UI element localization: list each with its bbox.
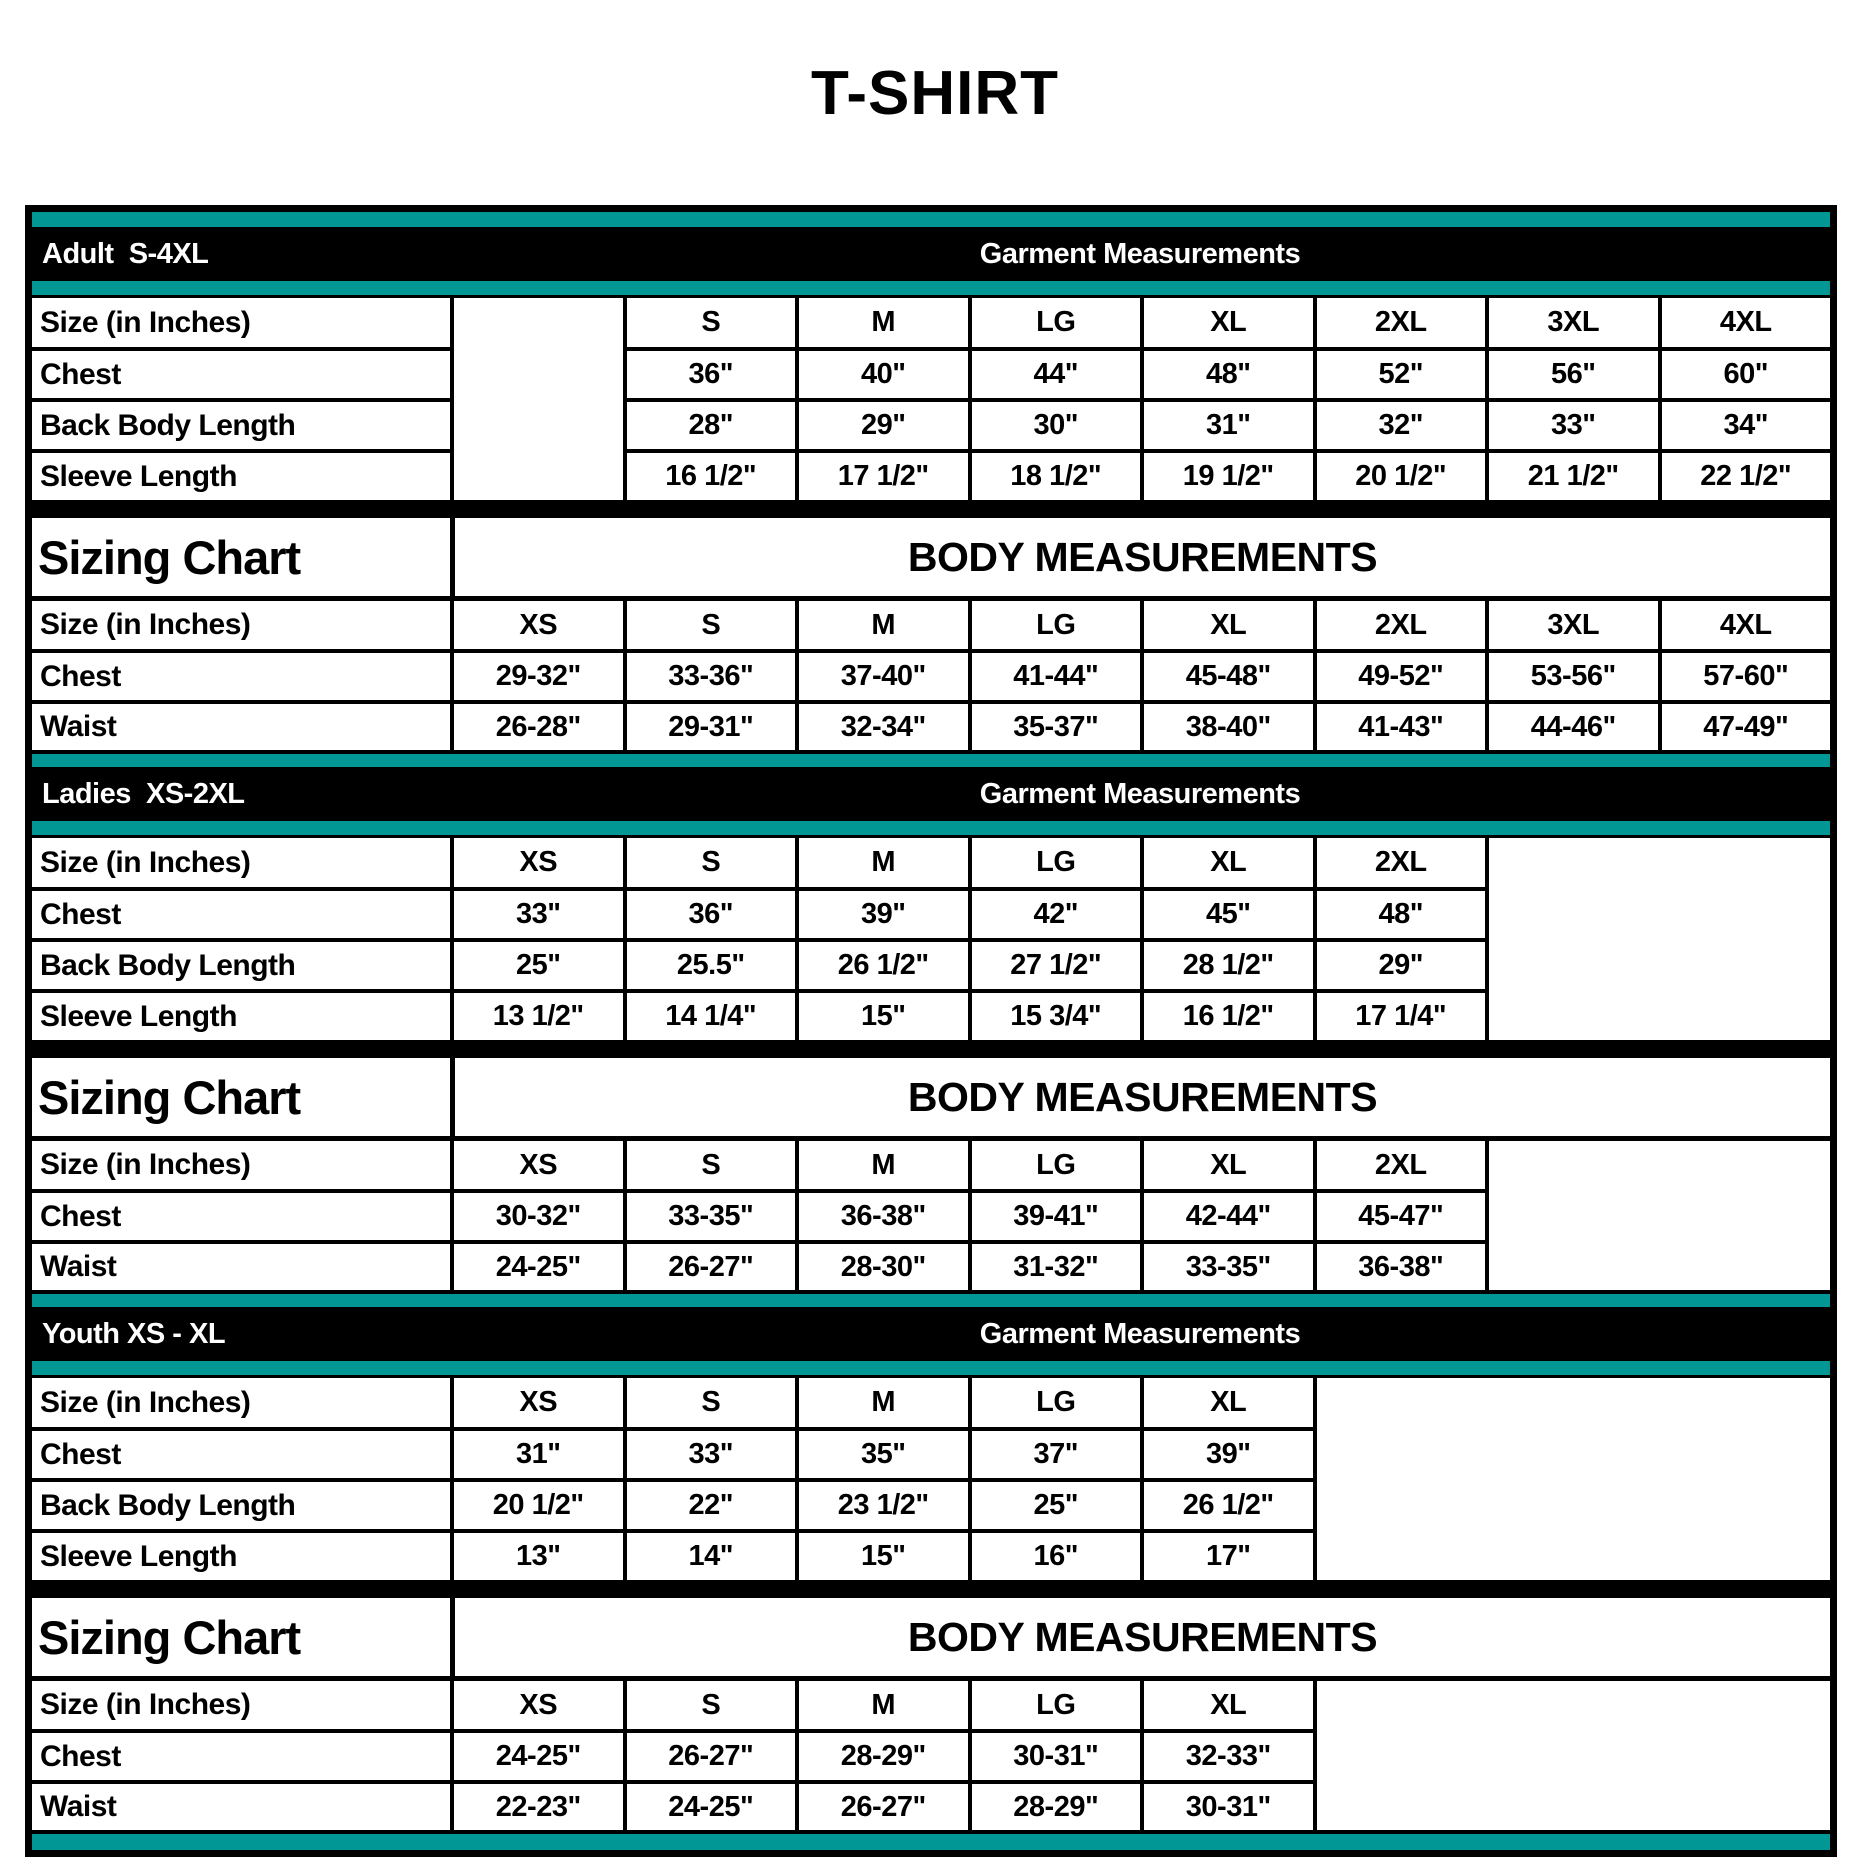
- body-measurements-title: BODY MEASUREMENTS: [455, 1058, 1830, 1136]
- section-header-adult: [32, 227, 1830, 281]
- row-label: Back Body Length: [32, 942, 450, 989]
- teal-accent-bar: [32, 1834, 1830, 1850]
- value-cell: 29-31": [627, 704, 796, 750]
- value-cell: 33-36": [627, 653, 796, 700]
- size-row-label: Size (in Inches): [32, 1681, 450, 1729]
- section-divider: [32, 1040, 1830, 1058]
- value-cell: 20 1/2": [1317, 453, 1486, 500]
- value-cell: 33": [454, 891, 623, 938]
- youth-body-header: [32, 1598, 1830, 1676]
- row-label: Back Body Length: [32, 402, 450, 449]
- size-header-cell: M: [799, 838, 968, 887]
- row-label: Sleeve Length: [32, 993, 450, 1040]
- section-label: Adult S-4XL: [42, 237, 209, 270]
- size-header-cell: M: [799, 1141, 968, 1189]
- value-cell: 35": [799, 1431, 968, 1478]
- size-row-label: Size (in Inches): [32, 838, 450, 887]
- row-label: Waist: [32, 1244, 450, 1290]
- value-cell: 19 1/2": [1144, 453, 1313, 500]
- size-header-cell: XL: [1144, 1681, 1313, 1729]
- value-cell: 37": [972, 1431, 1141, 1478]
- size-header-cell: S: [627, 1141, 796, 1189]
- size-header-cell: LG: [972, 838, 1141, 887]
- value-cell: 17 1/4": [1317, 993, 1486, 1040]
- value-cell: 16": [972, 1533, 1141, 1580]
- value-cell: 33-35": [627, 1193, 796, 1240]
- youth-body-table: [32, 1681, 1830, 1830]
- value-cell: 18 1/2": [972, 453, 1141, 500]
- size-header-cell: 4XL: [1662, 298, 1831, 347]
- sizing-chart-label: Sizing Chart: [32, 1058, 450, 1136]
- value-cell: 13 1/2": [454, 993, 623, 1040]
- value-cell: 26 1/2": [1144, 1482, 1313, 1529]
- size-header-cell: XL: [1144, 838, 1313, 887]
- size-header-cell: XL: [1144, 601, 1313, 649]
- value-cell: 56": [1489, 351, 1658, 398]
- sizing-chart-label: Sizing Chart: [32, 1598, 450, 1676]
- section-label: Ladies XS-2XL: [42, 777, 245, 810]
- ladies-body-header: [32, 1058, 1830, 1136]
- value-cell: 48": [1144, 351, 1313, 398]
- value-cell: 36": [627, 891, 796, 938]
- value-cell: 32-33": [1144, 1733, 1313, 1780]
- value-cell: 29": [799, 402, 968, 449]
- value-cell: 14": [627, 1533, 796, 1580]
- value-cell: 31": [454, 1431, 623, 1478]
- value-cell: 47-49": [1662, 704, 1831, 750]
- value-cell: 14 1/4": [627, 993, 796, 1040]
- value-cell: 44": [972, 351, 1141, 398]
- teal-accent-bar: [32, 1361, 1830, 1378]
- value-cell: 16 1/2": [627, 453, 796, 500]
- value-cell: 15 3/4": [972, 993, 1141, 1040]
- size-row-label: Size (in Inches): [32, 1378, 450, 1427]
- section-divider: [32, 1580, 1830, 1598]
- section-title: Garment Measurements: [979, 1317, 1301, 1350]
- section-label: Youth XS - XL: [42, 1317, 226, 1350]
- value-cell: 22 1/2": [1662, 453, 1831, 500]
- row-label: Sleeve Length: [32, 1533, 450, 1580]
- value-cell: 13": [454, 1533, 623, 1580]
- value-cell: 22": [627, 1482, 796, 1529]
- value-cell: 28-30": [799, 1244, 968, 1290]
- size-header-cell: XS: [454, 1681, 623, 1729]
- ladies-garment-table: [32, 838, 1830, 1040]
- value-cell: 28-29": [972, 1784, 1141, 1830]
- row-label: Chest: [32, 891, 450, 938]
- value-cell: 25": [972, 1482, 1141, 1529]
- value-cell: 35-37": [972, 704, 1141, 750]
- value-cell: 45-48": [1144, 653, 1313, 700]
- value-cell: 20 1/2": [454, 1482, 623, 1529]
- value-cell: 17 1/2": [799, 453, 968, 500]
- value-cell: 49-52": [1317, 653, 1486, 700]
- row-label: Chest: [32, 653, 450, 700]
- size-header-cell: LG: [972, 1378, 1141, 1427]
- value-cell: 60": [1662, 351, 1831, 398]
- value-cell: 40": [799, 351, 968, 398]
- value-cell: 36-38": [799, 1193, 968, 1240]
- size-header-cell: 4XL: [1662, 601, 1831, 649]
- row-label: Sleeve Length: [32, 453, 450, 500]
- blank-cell: [1489, 1141, 1830, 1290]
- value-cell: 26-27": [627, 1244, 796, 1290]
- teal-accent-bar: [32, 754, 1830, 767]
- section-header-ladies: [32, 767, 1830, 821]
- value-cell: 26-27": [627, 1733, 796, 1780]
- page-title: T-SHIRT: [810, 59, 1060, 128]
- value-cell: 39": [1144, 1431, 1313, 1478]
- value-cell: 15": [799, 1533, 968, 1580]
- value-cell: 25": [454, 942, 623, 989]
- value-cell: 33-35": [1144, 1244, 1313, 1290]
- row-label: Waist: [32, 1784, 450, 1830]
- value-cell: 26-28": [454, 704, 623, 750]
- size-row-label: Size (in Inches): [32, 1141, 450, 1189]
- value-cell: 33": [1489, 402, 1658, 449]
- value-cell: 41-43": [1317, 704, 1486, 750]
- blank-cell: [1317, 1378, 1831, 1580]
- size-header-cell: XL: [1144, 1378, 1313, 1427]
- value-cell: 16 1/2": [1144, 993, 1313, 1040]
- value-cell: 31-32": [972, 1244, 1141, 1290]
- value-cell: 37-40": [799, 653, 968, 700]
- value-cell: 48": [1317, 891, 1486, 938]
- value-cell: 57-60": [1662, 653, 1831, 700]
- value-cell: 32-34": [799, 704, 968, 750]
- value-cell: 44-46": [1489, 704, 1658, 750]
- teal-accent-bar: [32, 281, 1830, 298]
- blank-cell: [1317, 1681, 1831, 1830]
- value-cell: 32": [1317, 402, 1486, 449]
- section-title: Garment Measurements: [979, 237, 1301, 270]
- row-label: Chest: [32, 1733, 450, 1780]
- value-cell: 23 1/2": [799, 1482, 968, 1529]
- value-cell: 42": [972, 891, 1141, 938]
- value-cell: 34": [1662, 402, 1831, 449]
- size-header-cell: XS: [454, 838, 623, 887]
- value-cell: 28-29": [799, 1733, 968, 1780]
- value-cell: 45": [1144, 891, 1313, 938]
- size-header-cell: M: [799, 298, 968, 347]
- size-header-cell: S: [627, 838, 796, 887]
- size-header-cell: XS: [454, 601, 623, 649]
- value-cell: 26-27": [799, 1784, 968, 1830]
- value-cell: 24-25": [454, 1244, 623, 1290]
- size-header-cell: S: [627, 1378, 796, 1427]
- teal-accent-bar: [32, 1294, 1830, 1307]
- value-cell: 38-40": [1144, 704, 1313, 750]
- size-header-cell: S: [627, 298, 796, 347]
- adult-body-table: [32, 601, 1830, 750]
- size-header-cell: 2XL: [1317, 1141, 1486, 1189]
- size-header-cell: XL: [1144, 298, 1313, 347]
- value-cell: 30-31": [972, 1733, 1141, 1780]
- value-cell: 39-41": [972, 1193, 1141, 1240]
- sizing-table-block: [25, 205, 1837, 1857]
- value-cell: 21 1/2": [1489, 453, 1658, 500]
- section-title: Garment Measurements: [979, 777, 1301, 810]
- size-header-cell: 2XL: [1317, 298, 1486, 347]
- row-label: Chest: [32, 1193, 450, 1240]
- adult-body-header: [32, 518, 1830, 596]
- value-cell: 45-47": [1317, 1193, 1486, 1240]
- value-cell: 31": [1144, 402, 1313, 449]
- value-cell: 28 1/2": [1144, 942, 1313, 989]
- value-cell: 26 1/2": [799, 942, 968, 989]
- size-header-cell: XL: [1144, 1141, 1313, 1189]
- adult-garment-table: [32, 298, 1830, 500]
- size-header-cell: S: [627, 1681, 796, 1729]
- body-measurements-title: BODY MEASUREMENTS: [455, 1598, 1830, 1676]
- value-cell: 22-23": [454, 1784, 623, 1830]
- size-row-label: Size (in Inches): [32, 601, 450, 649]
- size-header-cell: XS: [454, 1141, 623, 1189]
- row-label: Waist: [32, 704, 450, 750]
- body-measurements-title: BODY MEASUREMENTS: [455, 518, 1830, 596]
- size-header-cell: XS: [454, 1378, 623, 1427]
- section-divider: [32, 500, 1830, 518]
- size-header-cell: LG: [972, 601, 1141, 649]
- teal-accent-bar: [32, 821, 1830, 838]
- size-header-cell: 2XL: [1317, 601, 1486, 649]
- size-header-cell: 2XL: [1317, 838, 1486, 887]
- value-cell: 25.5": [627, 942, 796, 989]
- value-cell: 15": [799, 993, 968, 1040]
- value-cell: 24-25": [454, 1733, 623, 1780]
- blank-cell: [1489, 838, 1830, 1040]
- size-header-cell: 3XL: [1489, 298, 1658, 347]
- size-header-cell: S: [627, 601, 796, 649]
- row-label: Back Body Length: [32, 1482, 450, 1529]
- size-header-cell: 3XL: [1489, 601, 1658, 649]
- size-header-cell: LG: [972, 1141, 1141, 1189]
- value-cell: 28": [627, 402, 796, 449]
- value-cell: 33": [627, 1431, 796, 1478]
- size-header-cell: LG: [972, 1681, 1141, 1729]
- value-cell: 39": [799, 891, 968, 938]
- size-header-cell: LG: [972, 298, 1141, 347]
- sizing-chart-label: Sizing Chart: [32, 518, 450, 596]
- youth-garment-table: [32, 1378, 1830, 1580]
- row-label: Chest: [32, 351, 450, 398]
- value-cell: 36": [627, 351, 796, 398]
- ladies-body-table: [32, 1141, 1830, 1290]
- value-cell: 29": [1317, 942, 1486, 989]
- size-header-cell: M: [799, 1681, 968, 1729]
- value-cell: 24-25": [627, 1784, 796, 1830]
- row-label: Chest: [32, 1431, 450, 1478]
- blank-cell: [454, 298, 623, 500]
- value-cell: 41-44": [972, 653, 1141, 700]
- value-cell: 52": [1317, 351, 1486, 398]
- teal-accent-bar: [32, 212, 1830, 227]
- value-cell: 36-38": [1317, 1244, 1486, 1290]
- value-cell: 53-56": [1489, 653, 1658, 700]
- value-cell: 42-44": [1144, 1193, 1313, 1240]
- section-header-youth: [32, 1307, 1830, 1361]
- value-cell: 30-31": [1144, 1784, 1313, 1830]
- value-cell: 30": [972, 402, 1141, 449]
- value-cell: 27 1/2": [972, 942, 1141, 989]
- value-cell: 30-32": [454, 1193, 623, 1240]
- size-header-cell: M: [799, 1378, 968, 1427]
- value-cell: 29-32": [454, 653, 623, 700]
- size-header-cell: M: [799, 601, 968, 649]
- value-cell: 17": [1144, 1533, 1313, 1580]
- size-row-label: Size (in Inches): [32, 298, 450, 347]
